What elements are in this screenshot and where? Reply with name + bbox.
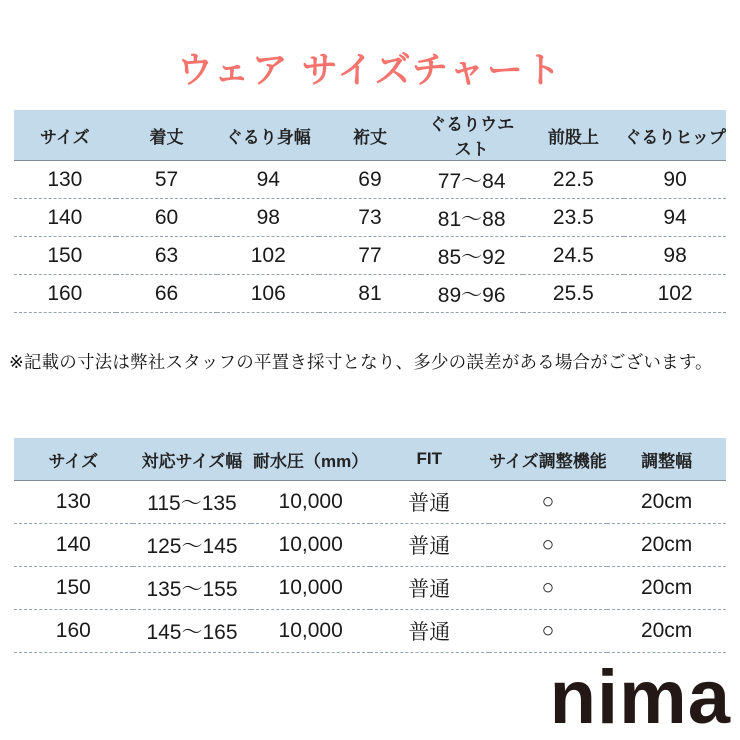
table-row [14, 610, 726, 653]
garment-table-body [14, 161, 726, 313]
garment-table-header [14, 110, 726, 161]
table-cell: 普通 [408, 621, 451, 644]
table-cell: 普通 [408, 492, 451, 515]
table-cell: 22.5 [552, 167, 594, 191]
table-row [14, 275, 726, 313]
table-cell: 57 [154, 167, 179, 191]
table-cell: 130 [55, 490, 91, 513]
table-cell: 20cm [640, 576, 693, 599]
column-header: サイズ [14, 438, 133, 481]
column-header: 着丈 [116, 110, 218, 161]
table-row [14, 199, 726, 237]
table-cell: 77〜84 [437, 169, 506, 193]
table-cell: 10,000 [278, 619, 343, 642]
column-header: 裄丈 [319, 110, 421, 161]
table-cell: 81〜88 [437, 207, 506, 231]
table-cell: 135〜155 [146, 578, 238, 601]
table-cell: 98 [663, 243, 687, 267]
column-header: 前股上 [523, 110, 625, 161]
spec-table-header [14, 438, 726, 481]
table-cell: 150 [47, 243, 83, 267]
table-cell: 60 [154, 205, 179, 229]
table-cell: 160 [55, 619, 91, 642]
table-cell: 85〜92 [437, 245, 506, 269]
table-cell: 115〜135 [147, 492, 237, 515]
circle-mark: ○ [541, 576, 555, 599]
table-cell: 23.5 [552, 205, 594, 229]
table-cell: 63 [154, 243, 179, 267]
table-cell: 69 [358, 167, 382, 191]
column-header: サイズ調整機能 [489, 438, 608, 481]
table-cell: 普通 [408, 578, 451, 601]
circle-mark: ○ [541, 533, 555, 556]
table-row [14, 481, 726, 524]
column-header: ぐるり身幅 [217, 110, 319, 161]
table-cell: 140 [47, 205, 83, 229]
garment-measurements-table [14, 110, 726, 313]
table-cell: 94 [256, 167, 280, 191]
table-cell: 102 [250, 243, 286, 267]
column-header: ぐるりヒップ [624, 110, 726, 161]
spec-table-body [14, 481, 726, 653]
table-cell: 125〜145 [146, 535, 238, 558]
table-cell: 20cm [640, 619, 693, 642]
table-cell: 20cm [640, 533, 693, 556]
table-cell: 24.5 [552, 243, 594, 267]
table-row [14, 237, 726, 275]
table-cell: 普通 [408, 535, 451, 558]
table-cell: 102 [657, 281, 693, 305]
spec-fit-table [14, 438, 726, 653]
table-cell: 77 [358, 243, 382, 267]
table-cell: 98 [256, 205, 280, 229]
table-cell: 145〜165 [146, 621, 238, 644]
table-cell: 90 [663, 167, 687, 191]
table-cell: 25.5 [552, 281, 594, 305]
table-cell: 10,000 [278, 533, 343, 556]
table-cell: 10,000 [278, 490, 343, 513]
table-cell: 106 [250, 281, 286, 305]
table-cell: 10,000 [278, 576, 343, 599]
column-header: 調整幅 [607, 438, 726, 481]
circle-mark: ○ [541, 619, 555, 642]
table-cell: 94 [663, 205, 687, 229]
column-header: 耐水圧（mm） [251, 438, 370, 481]
table-cell: 130 [47, 167, 83, 191]
table-row [14, 524, 726, 567]
table-row [14, 567, 726, 610]
circle-mark: ○ [541, 490, 555, 513]
measurement-disclaimer-note: ※記載の寸法は弊社スタッフの平置き採寸となり、多少の誤差がある場合がございます。 [9, 352, 713, 372]
column-header: ぐるりウエスト [421, 110, 523, 161]
table-cell: 66 [154, 281, 179, 305]
table-cell: 81 [358, 281, 382, 305]
page-title: ウェア サイズチャート [177, 49, 563, 90]
column-header: 対応サイズ幅 [133, 438, 252, 481]
table-cell: 140 [55, 533, 91, 556]
table-row [14, 161, 726, 199]
column-header: FIT [370, 438, 489, 481]
table-cell: 150 [55, 576, 91, 599]
table-cell: 160 [47, 281, 83, 305]
table-cell: 73 [358, 205, 382, 229]
table-cell: 20cm [640, 490, 693, 513]
nima-brand-logo: nima [549, 655, 731, 740]
column-header: サイズ [14, 110, 116, 161]
table-cell: 89〜96 [437, 283, 506, 307]
